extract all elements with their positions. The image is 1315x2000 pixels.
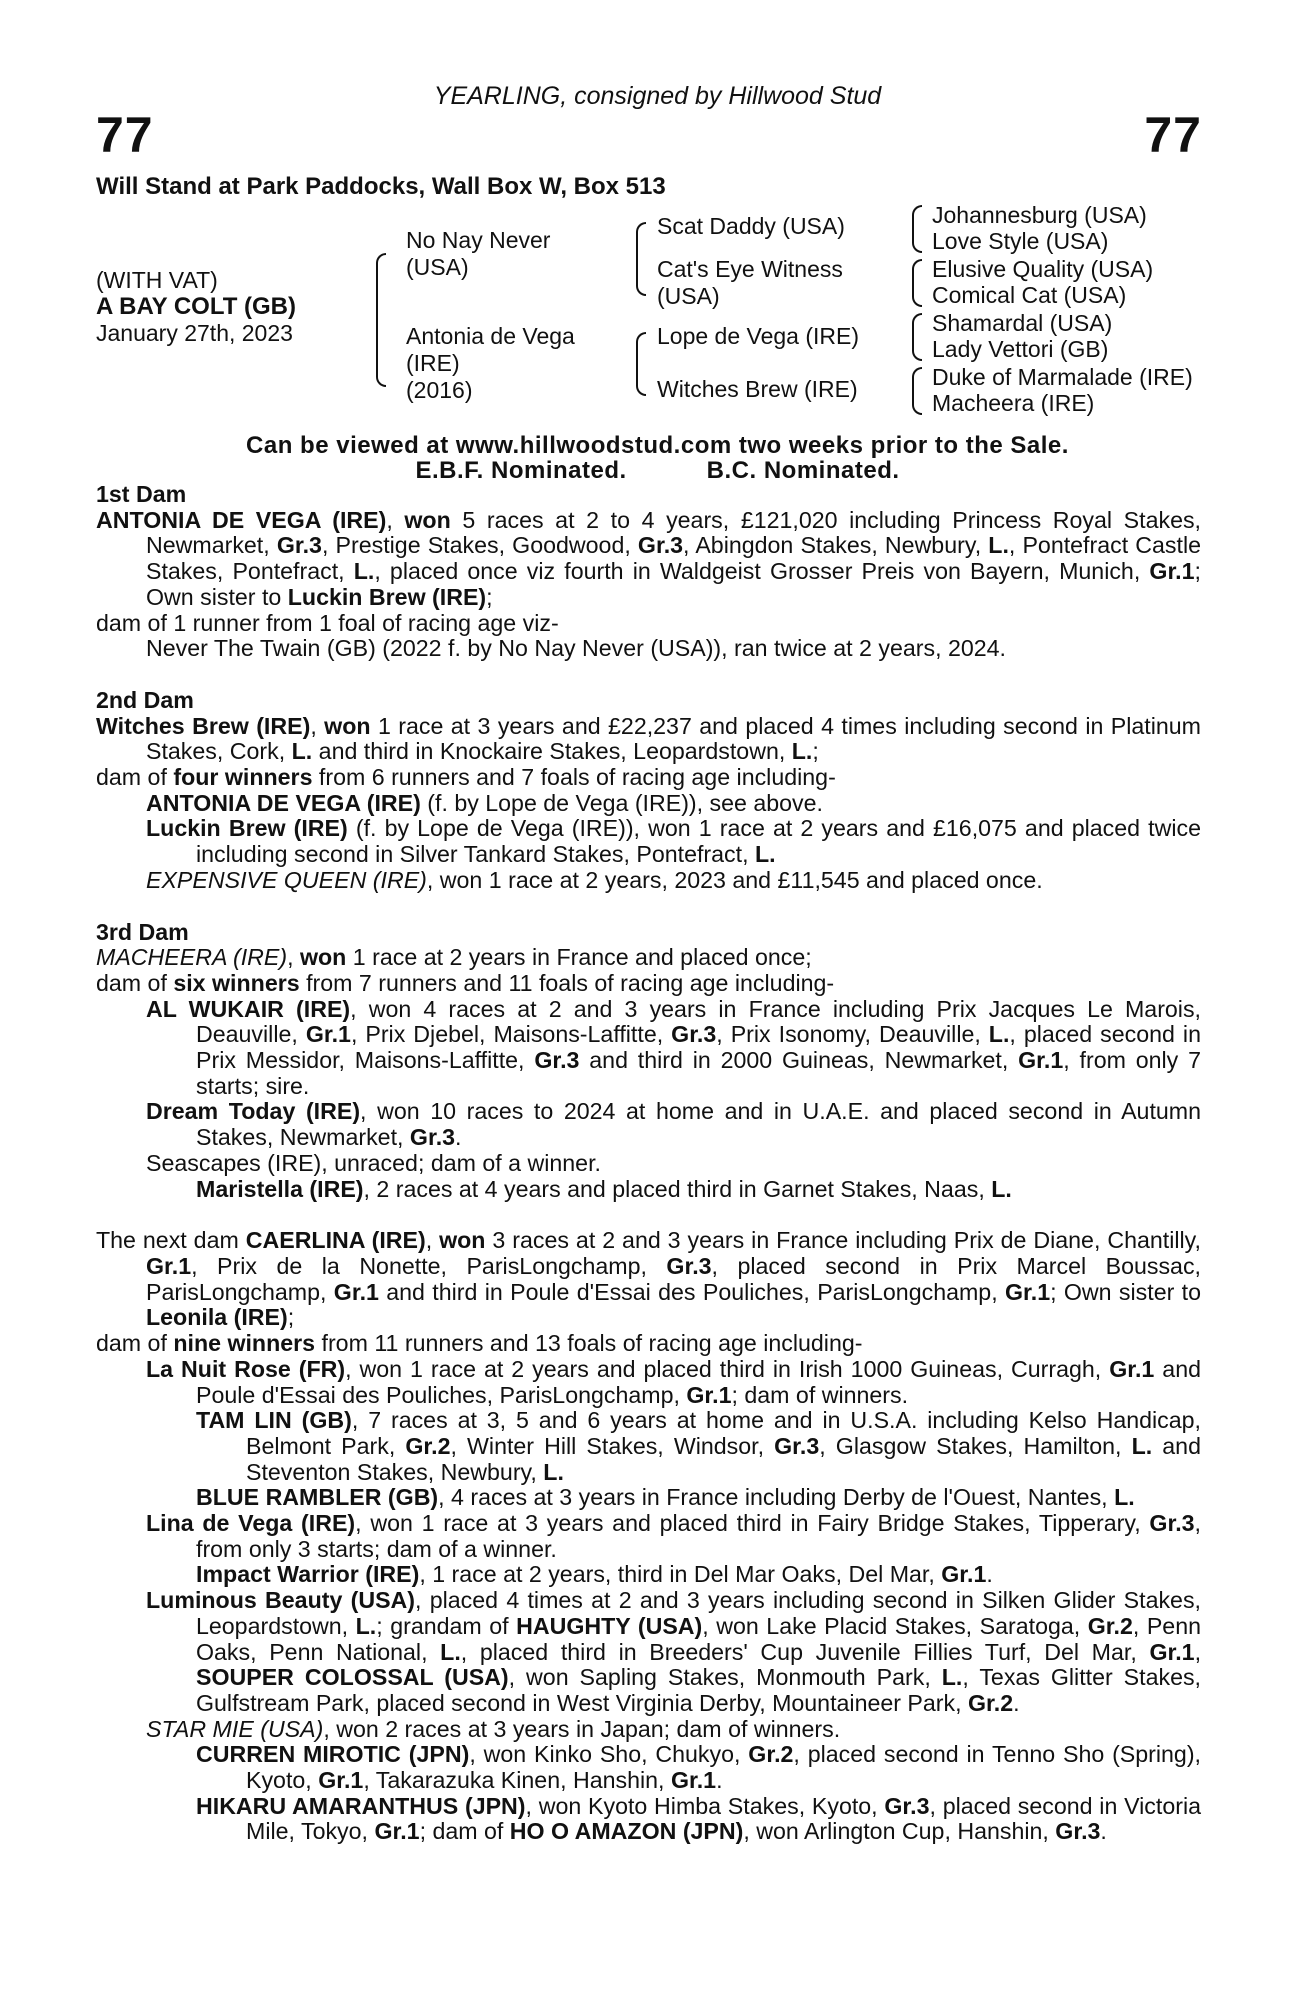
bc-nomination: B.C. Nominated.: [706, 457, 900, 484]
second-dam-produce-item: ANTONIA DE VEGA (IRE) (f. by Lope de Vega (IRE)), see above.: [146, 789, 823, 816]
next-dam-produce-item: Lina de Vega (IRE), won 1 race at 3 years and placed third in Fairy Bridge Stakes, Tipperary, Gr.3, from only 3 starts; dam of a winner.: [146, 1510, 1201, 1562]
gg-4: Comical Cat (USA): [932, 282, 1127, 308]
second-dam-heading: 2nd Dam: [96, 686, 194, 713]
next-dam-produce-summary: dam of nine winners from 11 runners and 13 foals of racing age including-: [96, 1330, 863, 1357]
dam-year: (2016): [406, 377, 473, 403]
brace-sire: [636, 222, 646, 296]
third-dam-produce-item: Dream Today (IRE), won 10 races to 2024 at home and in U.A.E. and placed second in Autumn Stakes, Newmarket, Gr.3.: [146, 1098, 1201, 1151]
brace-g4: [912, 367, 922, 415]
brace-main: [376, 253, 386, 387]
second-dam-produce-summary: dam of four winners from 6 runners and 7 foals of racing age including-: [96, 764, 836, 791]
second-dam-produce-item: Luckin Brew (IRE) (f. by Lope de Vega (IRE)), won 1 race at 2 years and £16,075 and placed twice including second in Silver Tankard Stakes, Pontefract, L.: [146, 815, 1201, 868]
nominations: [0, 458, 1315, 483]
next-dam-produce-item: Luminous Beauty (USA), placed 4 times at 2 and 3 years including second in Silken Glider Stakes, Leopardstown, L.; grandam of HAUGHTY (USA), won Lake Placid Stakes, Saratoga, Gr.2, Penn Oaks, Penn National, L., placed third in Breeders' Cup Juvenile Fillies Turf, Del Mar, Gr.1, SOUPER COLOSSAL (USA), won Sapling Stakes, Monmouth Park, L., Texas Glitter Stakes, Gulfstream Park, placed second in West Virginia Derby, Mountaineer Park, Gr.2.: [146, 1587, 1202, 1716]
third-dam-grand-produce-item: Maristella (IRE), 2 races at 4 years and placed third in Garnet Stakes, Naas, L.: [196, 1175, 1012, 1202]
first-dam-produce-summary: dam of 1 runner from 1 foal of racing age viz-: [96, 609, 559, 636]
dam-country: (IRE): [406, 350, 460, 376]
third-dam-produce-summary: dam of six winners from 7 runners and 11 foals of racing age including-: [96, 969, 835, 996]
sire-country: (USA): [406, 254, 469, 280]
stand-location: Will Stand at Park Paddocks, Wall Box W, Box 513: [96, 173, 666, 200]
third-dam-produce-item: Seascapes (IRE), unraced; dam of a winner.: [146, 1149, 601, 1176]
second-dam-record: Witches Brew (IRE), won 1 race at 3 years and £22,237 and placed 4 times including second in Platinum Stakes, Cork, L. and third in Knockaire Stakes, Leopardstown, L.;: [96, 712, 1201, 765]
dam-sire: Lope de Vega (IRE): [657, 323, 860, 349]
next-dam-grand-produce-item: CURREN MIROTIC (JPN), won Kinko Sho, Chukyo, Gr.2, placed second in Tenno Sho (Spring), Kyoto, Gr.1, Takarazuka Kinen, Hanshin, Gr.1.: [196, 1741, 1201, 1794]
vat-note: (WITH VAT): [96, 267, 218, 293]
next-dam-grand-produce-item: Impact Warrior (IRE), 1 race at 2 years, third in Del Mar Oaks, Del Mar, Gr.1.: [196, 1561, 993, 1588]
gg-1: Johannesburg (USA): [932, 202, 1147, 228]
brace-g3: [912, 313, 922, 361]
ebf-nomination: E.B.F. Nominated.: [415, 457, 627, 484]
viewing-note: Can be viewed at www.hillwoodstud.com two weeks prior to the Sale.: [246, 432, 1069, 459]
sire-name: No Nay Never: [406, 227, 551, 253]
first-dam-heading: 1st Dam: [96, 481, 187, 507]
pedigree-body: [96, 482, 1201, 1845]
third-dam-record: MACHEERA (IRE), won 1 race at 2 years in France and placed once;: [96, 944, 812, 971]
brace-g1: [912, 205, 922, 253]
dam-name: Antonia de Vega: [406, 323, 575, 349]
third-dam-produce-item: AL WUKAIR (IRE), won 4 races at 2 and 3 years in France including Prix Jacques Le Marois, Deauville, Gr.1, Prix Djebel, Maisons-Laffitte, Gr.3, Prix Isonomy, Deauville, L., placed second in Prix Messidor, Maisons-Laffitte, Gr.3 and third in 2000 Guineas, Newmarket, Gr.1, from only 7 starts; sire.: [146, 995, 1201, 1099]
horse-name: A BAY COLT (GB): [96, 293, 297, 320]
gg-8: Macheera (IRE): [932, 390, 1095, 416]
next-dam-produce-item: STAR MIE (USA), won 2 races at 3 years in Japan; dam of winners.: [146, 1715, 841, 1742]
lot-number-right: 77: [1144, 107, 1202, 163]
next-dam-grand-produce-item: HIKARU AMARANTHUS (JPN), won Kyoto Himba Stakes, Kyoto, Gr.3, placed second in Victoria Mile, Tokyo, Gr.1; dam of HO O AMAZON (JPN), won Arlington Cup, Hanshin, Gr.3.: [196, 1792, 1202, 1845]
first-dam-record: ANTONIA DE VEGA (IRE), won 5 races at 2 to 4 years, £121,020 including Princess Royal Stakes, Newmarket, Gr.3, Prestige Stakes, Goodwood, Gr.3, Abingdon Stakes, Newbury, L., Pontefract Castle Stakes, Pontefract, L., placed once viz fourth in Waldgeist Grosser Preis von Bayern, Munich, Gr.1; Own sister to Luckin Brew (IRE);: [96, 506, 1202, 610]
brace-dam: [636, 332, 646, 396]
gg-6: Lady Vettori (GB): [932, 336, 1109, 362]
second-dam-produce-item: EXPENSIVE QUEEN (IRE), won 1 race at 2 years, 2023 and £11,545 and placed once.: [146, 866, 1043, 893]
brace-g2: [912, 259, 922, 307]
sire-sire: Scat Daddy (USA): [657, 213, 845, 239]
gg-3: Elusive Quality (USA): [932, 256, 1154, 282]
next-dam-record: The next dam CAERLINA (IRE), won 3 races at 2 and 3 years in France including Prix de Diane, Chantilly, Gr.1, Prix de la Nonette, ParisLongchamp, Gr.3, placed second in Prix Marcel Boussac, ParisLongchamp, Gr.1 and third in Poule d'Essai des Pouliches, ParisLongchamp, Gr.1; Own sister to Leonila (IRE);: [96, 1227, 1201, 1331]
sire-dam-country: (USA): [657, 283, 720, 309]
lot-number-left: 77: [96, 107, 154, 163]
gg-7: Duke of Marmalade (IRE): [932, 364, 1193, 390]
foaling-date: January 27th, 2023: [96, 320, 293, 346]
gg-5: Shamardal (USA): [932, 310, 1113, 336]
first-dam-produce-item: Never The Twain (GB) (2022 f. by No Nay Never (USA)), ran twice at 2 years, 2024.: [146, 635, 1006, 662]
next-dam-grand-produce-item: BLUE RAMBLER (GB), 4 races at 3 years in France including Derby de l'Ouest, Nantes, L.: [196, 1484, 1135, 1511]
dam-dam: Witches Brew (IRE): [657, 376, 858, 402]
next-dam-produce-item: La Nuit Rose (FR), won 1 race at 2 years and placed third in Irish 1000 Guineas, Curragh, Gr.1 and Poule d'Essai des Pouliches, ParisLongchamp, Gr.1; dam of winners.: [146, 1355, 1201, 1408]
consignor-subtitle: YEARLING, consigned by Hillwood Stud: [433, 82, 882, 110]
third-dam-heading: 3rd Dam: [96, 918, 189, 945]
gg-2: Love Style (USA): [932, 228, 1109, 254]
sire-dam-name: Cat's Eye Witness: [657, 256, 843, 282]
next-dam-grand-produce-item: TAM LIN (GB), 7 races at 3, 5 and 6 years at home and in U.S.A. including Kelso Handicap, Belmont Park, Gr.2, Winter Hill Stakes, Windsor, Gr.3, Glasgow Stakes, Hamilton, L. and Steventon Stakes, Newbury, L.: [196, 1407, 1201, 1485]
